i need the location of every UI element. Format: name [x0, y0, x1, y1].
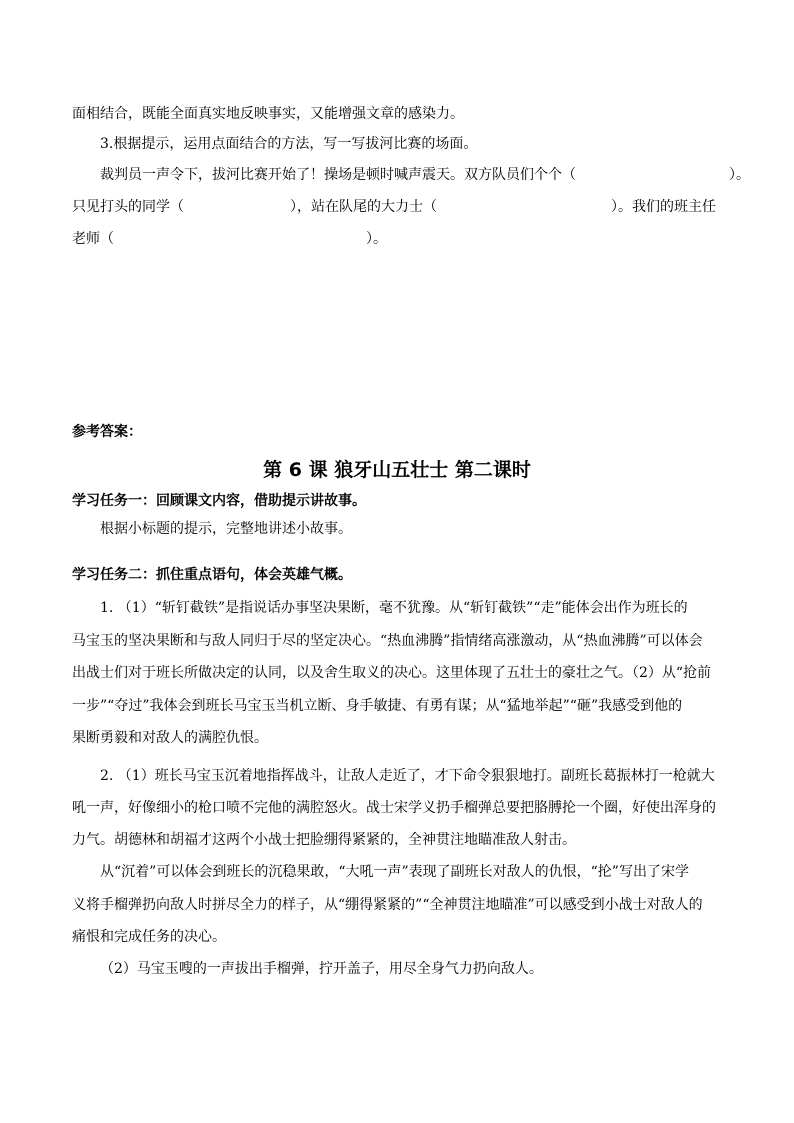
- scene-line-3: [72, 230, 387, 248]
- scene-text: ）。: [366, 231, 387, 247]
- scene-text: 老师（: [72, 231, 114, 247]
- answer-line: 马宝玉的坚决果断和与敌人同归于尽的坚定决心。“热血沸腾”指情绪高涨激动，从“热血沸腾”可以体会: [72, 633, 703, 649]
- answer-line: 果断勇毅和对敌人的满腔仇恨。: [72, 730, 268, 746]
- scene-text: 只见打头的同学（: [72, 199, 184, 215]
- answer-line: 1. （1）“斩钉截铁”是指说话办事坚决果断，毫不犹豫。从“斩钉截铁”“走”能体会出作为班长的: [100, 600, 688, 616]
- task1-body: 根据小标题的提示，完整地讲述小故事。: [100, 521, 352, 537]
- scene-text: 裁判员一声令下，拔河比赛开始了！操场是顿时喊声震天。双方队员们个个（: [100, 167, 576, 183]
- answer-line: 一步”“夺过”我体会到班长马宝玉当机立断、身手敏捷、有勇有谋；从“猛地举起”“砸”我感受到他的: [72, 698, 683, 714]
- task2-title: 学习任务二：抓住重点语句，体会英雄气概。: [72, 567, 352, 583]
- question-3: 3.根据提示，运用点面结合的方法，写一写拔河比赛的场面。: [100, 136, 478, 152]
- lesson-title: 第 6 课 狼牙山五壮士 第二课时: [263, 459, 531, 481]
- scene-text: ），站在队尾的大力士（: [290, 199, 437, 215]
- answer-line: 义将手榴弹扔向敌人时拼尽全力的样子，从“绷得紧紧的”“全神贯注地瞄准”可以感受到小战士对敌人的: [72, 897, 703, 913]
- text-line: 面相结合，既能全面真实地反映事实，又能增强文章的感染力。: [72, 106, 464, 122]
- answers-heading: 参考答案：: [72, 424, 142, 440]
- task1-title: 学习任务一：回顾课文内容，借助提示讲故事。: [72, 493, 366, 509]
- answer-line: （2）马宝玉嗖的一声拔出手榴弹，拧开盖子，用尽全身气力扔向敌人。: [100, 961, 543, 977]
- answer-line: 吼一声，好像细小的枪口喷不完他的满腔怒火。战士宋学义扔手榴弹总要把胳膊抡一个圈，好使出浑身的: [72, 800, 716, 816]
- answer-line: 痛恨和完成任务的决心。: [72, 929, 226, 945]
- scene-text: ）。我们的班主任: [611, 199, 716, 215]
- answer-line: 出战士们对于班长所做决定的认同，以及舍生取义的决心。这里体现了五壮士的豪壮之气。（2）从“抢前: [72, 665, 712, 681]
- scene-line-2: [72, 198, 716, 216]
- scene-line-1: [100, 166, 750, 184]
- scene-text: ）。: [729, 167, 750, 183]
- answer-line: 从“沉着”可以体会到班长的沉稳果敢，“大吼一声”表现了副班长对敌人的仇恨，“抡”写出了宋学: [100, 864, 689, 880]
- answer-line: 力气。胡德林和胡福才这两个小战士把脸绷得紧紧的，全神贯注地瞄准敌人射击。: [72, 832, 576, 848]
- answer-line: 2. （1）班长马宝玉沉着地指挥战斗，让敌人走近了，才下命令狠狠地打。副班长葛振林打一枪就大: [100, 768, 715, 784]
